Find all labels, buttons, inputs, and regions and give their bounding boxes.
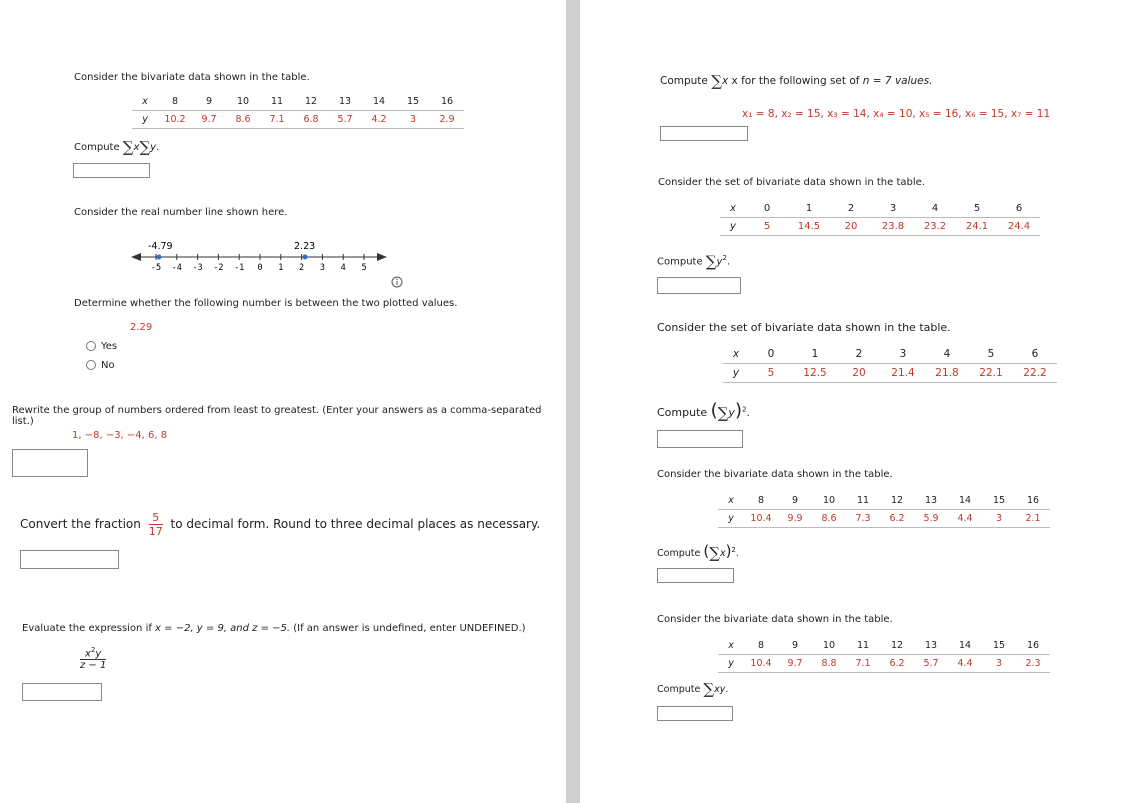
compute-label: Compute $\sum y^2$.	[657, 252, 731, 271]
number-line	[125, 238, 395, 274]
table-cell-x: 14	[948, 637, 982, 655]
table-cell-x: 12	[294, 93, 328, 111]
table-cell-x: 14	[362, 93, 396, 111]
table-cell-y: 10.4	[744, 510, 778, 528]
table-cell-x: 0	[746, 200, 788, 218]
table-row-y	[723, 364, 1057, 383]
table-cell-y: 5	[749, 364, 793, 383]
table-cell-x: 13	[914, 637, 948, 655]
table-cell-y: 22.2	[1013, 364, 1057, 383]
expression-denominator: z − 1	[80, 660, 107, 672]
tick-label: 4	[340, 263, 346, 273]
table-cell-x: 8	[158, 93, 192, 111]
q2-determine: Determine whether the following number is between the two plotted values.	[74, 298, 458, 309]
r-q1-values: x₁ = 8, x₂ = 15, x₃ = 14, x₄ = 10, x₅ = 16, x₆ = 15, x₇ = 11	[742, 108, 1051, 120]
table-cell-y: 5	[746, 218, 788, 236]
table-cell-y: 10.2	[158, 111, 192, 129]
table-cell-y: 4.4	[948, 655, 982, 673]
bivariate-table	[718, 637, 1050, 673]
r-q2-prompt: Consider the set of bivariate data shown in the table.	[658, 177, 925, 188]
sigma-icon: ∑	[139, 138, 151, 156]
table-header-y: y	[132, 111, 158, 129]
fraction	[149, 511, 163, 538]
tick-label: -2	[213, 263, 224, 273]
table-cell-x: 10	[812, 492, 846, 510]
table-cell-x: 12	[880, 492, 914, 510]
table-cell-y: 9.7	[778, 655, 812, 673]
table-row-y	[718, 655, 1050, 673]
tick-label: 5	[361, 263, 367, 273]
answer-input-sum-y2[interactable]	[657, 277, 741, 294]
r-q1-prompt: Compute ∑x x for the following set of n = 7 values.	[660, 72, 933, 90]
option-yes-label: Yes	[101, 341, 118, 352]
q5-prompt-a: Evaluate the expression if	[22, 623, 156, 634]
table-cell-x: 0	[749, 345, 793, 364]
left-point-label: -4.79	[148, 241, 173, 252]
table-cell-x: 2	[837, 345, 881, 364]
table-cell-x: 3	[872, 200, 914, 218]
table-cell-y: 6.2	[880, 510, 914, 528]
left-point	[157, 255, 162, 260]
q5-prompt-b: (If an answer is undefined, enter UNDEFINED.)	[290, 623, 526, 634]
table-cell-x: 8	[744, 637, 778, 655]
table-cell-x: 11	[260, 93, 294, 111]
tick-label: 2	[299, 263, 305, 273]
fraction-numerator: 5	[149, 511, 163, 525]
table-cell-x: 6	[1013, 345, 1057, 364]
answer-input-sum-x-sum-y[interactable]	[73, 163, 150, 178]
r-q1-text: x for the following set of	[731, 75, 863, 87]
bivariate-table	[718, 492, 1050, 528]
compute-label: Compute $(\sum y)^2$.	[657, 400, 750, 422]
info-icon[interactable]	[391, 276, 403, 288]
fraction-denominator: 17	[148, 525, 163, 538]
compute-label: Compute $(\sum x)^2$.	[657, 542, 739, 562]
table-header-y: y	[723, 364, 749, 383]
tick-label: -5	[150, 263, 162, 273]
answer-input-sum-y-squared[interactable]	[657, 430, 743, 448]
table-cell-x: 11	[846, 637, 880, 655]
q4-suffix: to decimal form. Round to three decimal places as necessary.	[170, 517, 541, 531]
table-row-x	[132, 93, 464, 111]
table-cell-y: 20	[830, 218, 872, 236]
table-cell-y: 22.1	[969, 364, 1013, 383]
right-panel	[580, 0, 1148, 803]
table-cell-x: 11	[846, 492, 880, 510]
tick-label: 3	[319, 263, 325, 273]
r-q4-prompt: Consider the bivariate data shown in the table.	[657, 469, 893, 480]
table-cell-y: 2.1	[1016, 510, 1050, 528]
table-cell-x: 5	[969, 345, 1013, 364]
table-cell-y: 14.5	[788, 218, 830, 236]
table-cell-y: 12.5	[793, 364, 837, 383]
q5-values: x = −2, y = 9, and z = −5.	[155, 623, 291, 634]
answer-input-decimal[interactable]	[20, 550, 119, 569]
answer-input-expression[interactable]	[22, 683, 102, 701]
table-cell-x: 9	[192, 93, 226, 111]
expression-fraction	[80, 646, 106, 671]
table-cell-y: 21.8	[925, 364, 969, 383]
radio-no[interactable]	[86, 360, 96, 370]
table-row-y	[720, 218, 1040, 236]
answer-input-sum-xy[interactable]	[657, 706, 733, 721]
table-row-x	[718, 492, 1050, 510]
answer-input-sum-x-squared[interactable]	[657, 568, 734, 583]
table-cell-x: 10	[812, 637, 846, 655]
table-cell-x: 10	[226, 93, 260, 111]
table-row-y	[132, 111, 464, 129]
table-cell-x: 9	[778, 637, 812, 655]
q3-numbers: 1, −8, −3, −4, 6, 8	[72, 430, 168, 441]
answer-input-sum-x[interactable]	[660, 126, 748, 141]
table-cell-y: 6.8	[294, 111, 328, 129]
table-header-x: x	[132, 93, 158, 111]
table-cell-y: 5.7	[328, 111, 362, 129]
table-cell-y: 23.2	[914, 218, 956, 236]
table-header-x: x	[718, 637, 744, 655]
compute-text: Compute	[74, 142, 120, 153]
table-header-y: y	[718, 655, 744, 673]
table-cell-x: 4	[925, 345, 969, 364]
table-cell-x: 8	[744, 492, 778, 510]
table-cell-x: 15	[982, 637, 1016, 655]
table-cell-y: 8.6	[812, 510, 846, 528]
table-cell-y: 6.2	[880, 655, 914, 673]
table-row-x	[723, 345, 1057, 364]
table-cell-x: 15	[982, 492, 1016, 510]
table-cell-y: 5.9	[914, 510, 948, 528]
q1-prompt: Consider the bivariate data shown in the table.	[74, 72, 310, 83]
table-cell-y: 10.4	[744, 655, 778, 673]
tick-label: 0	[257, 263, 263, 273]
option-no-label: No	[101, 360, 115, 371]
q2-number: 2.29	[130, 322, 153, 333]
q4-prefix: Convert the fraction	[20, 517, 141, 531]
right-point-label: 2.23	[294, 241, 316, 252]
table-cell-y: 3	[396, 111, 430, 129]
tick-label: 1	[278, 263, 284, 273]
compute-label: Compute ∑xy.	[657, 680, 729, 698]
sigma-icon: ∑	[711, 72, 722, 90]
table-cell-y: 2.9	[430, 111, 464, 129]
r-q1-n: n = 7 values.	[862, 75, 933, 87]
tick-label: -3	[192, 263, 203, 273]
compute-text: Compute	[660, 75, 708, 87]
table-cell-x: 4	[914, 200, 956, 218]
table-header-x: x	[720, 200, 746, 218]
table-cell-y: 8.6	[226, 111, 260, 129]
tick-label: -4	[171, 263, 182, 273]
left-arrow-icon	[131, 253, 141, 261]
table-cell-x: 5	[956, 200, 998, 218]
sigma-icon: ∑	[703, 680, 715, 698]
table-cell-x: 1	[793, 345, 837, 364]
table-row-y	[718, 510, 1050, 528]
table-cell-y: 4.4	[948, 510, 982, 528]
table-row-x	[718, 637, 1050, 655]
sigma-icon: ∑	[709, 544, 720, 562]
table-cell-x: 12	[880, 637, 914, 655]
table-cell-y: 9.7	[192, 111, 226, 129]
table-cell-x: 6	[998, 200, 1040, 218]
table-cell-y: 3	[982, 510, 1016, 528]
table-cell-x: 13	[914, 492, 948, 510]
table-cell-x: 2	[830, 200, 872, 218]
right-arrow-icon	[377, 253, 387, 261]
table-cell-x: 3	[881, 345, 925, 364]
table-cell-x: 14	[948, 492, 982, 510]
r-q5-prompt: Consider the bivariate data shown in the table.	[657, 614, 893, 625]
table-cell-x: 1	[788, 200, 830, 218]
table-cell-y: 9.9	[778, 510, 812, 528]
bivariate-table	[720, 200, 1040, 236]
expression-numerator: $x^2y$	[80, 646, 106, 660]
compute-label: Compute ∑x∑y.	[74, 138, 160, 156]
table-row-x	[720, 200, 1040, 218]
table-cell-y: 8.8	[812, 655, 846, 673]
bivariate-table	[723, 345, 1057, 383]
q4-prompt	[20, 511, 540, 538]
table-header-x: x	[718, 492, 744, 510]
sigma-icon: ∑	[717, 404, 729, 422]
table-header-y: y	[718, 510, 744, 528]
compute-text: Compute	[657, 406, 708, 419]
table-cell-x: 9	[778, 492, 812, 510]
table-cell-x: 15	[396, 93, 430, 111]
table-cell-x: 16	[430, 93, 464, 111]
table-cell-y: 23.8	[872, 218, 914, 236]
r-q3-prompt: Consider the set of bivariate data shown in the table.	[657, 321, 951, 334]
left-panel	[0, 0, 566, 803]
table-cell-x: 13	[328, 93, 362, 111]
table-header-y: y	[720, 218, 746, 236]
table-cell-y: 5.7	[914, 655, 948, 673]
table-cell-y: 3	[982, 655, 1016, 673]
right-point	[303, 255, 308, 260]
table-header-x: x	[723, 345, 749, 364]
tick-label: -1	[234, 263, 245, 273]
panel-divider	[566, 0, 580, 803]
radio-yes[interactable]	[86, 341, 96, 351]
sigma-icon: ∑	[122, 138, 134, 156]
table-cell-x: 16	[1016, 492, 1050, 510]
table-cell-y: 7.1	[260, 111, 294, 129]
table-cell-x: 16	[1016, 637, 1050, 655]
q2-prompt: Consider the real number line shown here.	[74, 207, 288, 218]
table-cell-y: 21.4	[881, 364, 925, 383]
q5-prompt	[22, 623, 526, 634]
table-cell-y: 24.1	[956, 218, 998, 236]
answer-input-ordered-list[interactable]	[12, 449, 88, 477]
table-cell-y: 2.3	[1016, 655, 1050, 673]
compute-text: Compute	[657, 548, 701, 559]
sigma-icon: ∑	[705, 252, 717, 271]
table-cell-y: 7.1	[846, 655, 880, 673]
table-cell-y: 7.3	[846, 510, 880, 528]
table-cell-y: 24.4	[998, 218, 1040, 236]
bivariate-table	[132, 93, 464, 129]
table-cell-y: 20	[837, 364, 881, 383]
table-cell-y: 4.2	[362, 111, 396, 129]
q3-prompt: Rewrite the group of numbers ordered from least to greatest. (Enter your answers as a comma-separated list.)	[12, 405, 542, 427]
compute-text: Compute	[657, 256, 703, 268]
compute-text: Compute	[657, 684, 701, 695]
